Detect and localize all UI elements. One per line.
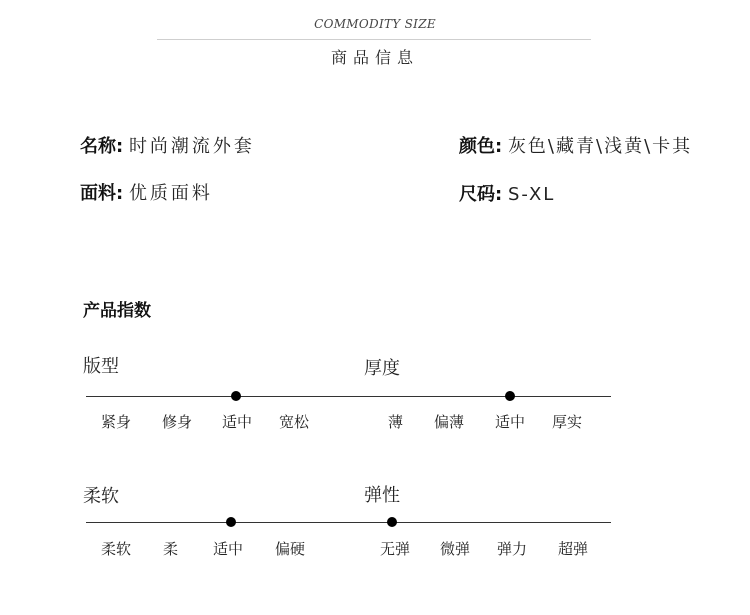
elasticity-option: 无弹 xyxy=(380,540,411,558)
info-name xyxy=(80,132,255,158)
softness-option: 柔软 xyxy=(101,540,132,558)
info-name-value: 时尚潮流外套 xyxy=(128,136,255,157)
thickness-option: 厚实 xyxy=(552,413,583,431)
thickness-track xyxy=(366,396,611,397)
thickness-option: 适中 xyxy=(495,413,526,431)
info-material-value: 优质面料 xyxy=(128,183,213,204)
thickness-label: 厚度 xyxy=(364,358,400,379)
softness-option: 偏硬 xyxy=(275,540,306,558)
info-color xyxy=(459,132,692,158)
fit-option: 修身 xyxy=(162,413,193,431)
softness-label: 柔软 xyxy=(83,486,119,507)
info-color-value: 灰色\藏青\浅黄\卡其 xyxy=(507,136,693,157)
fit-option: 紧身 xyxy=(101,413,132,431)
elasticity-option: 弹力 xyxy=(497,540,528,558)
thickness-option: 薄 xyxy=(388,413,404,431)
info-material-label: 面料: xyxy=(80,183,124,204)
info-name-label: 名称: xyxy=(80,136,124,157)
softness-option: 柔 xyxy=(163,540,179,558)
fit-option: 宽松 xyxy=(279,413,310,431)
softness-option: 适中 xyxy=(213,540,244,558)
info-material xyxy=(80,179,213,205)
fit-indicator xyxy=(231,391,241,401)
elasticity-option: 微弹 xyxy=(440,540,471,558)
info-size-value: S-XL xyxy=(507,184,556,205)
softness-indicator xyxy=(226,517,236,527)
fit-option: 适中 xyxy=(222,413,253,431)
elasticity-option: 超弹 xyxy=(558,540,589,558)
header-title-cn: 商品信息 xyxy=(330,48,419,67)
elasticity-label: 弹性 xyxy=(364,485,400,506)
fit-track xyxy=(86,396,374,397)
header-title-en: COMMODITY SIZE xyxy=(314,17,436,31)
fit-label: 版型 xyxy=(83,356,119,377)
elasticity-indicator xyxy=(387,517,397,527)
info-color-label: 颜色: xyxy=(459,136,503,157)
info-size-label: 尺码: xyxy=(459,184,503,205)
thickness-indicator xyxy=(505,391,515,401)
product-index-title: 产品指数 xyxy=(83,301,151,321)
info-size xyxy=(459,180,555,206)
header-divider xyxy=(157,39,591,40)
thickness-option: 偏薄 xyxy=(434,413,465,431)
elasticity-track xyxy=(366,522,611,523)
